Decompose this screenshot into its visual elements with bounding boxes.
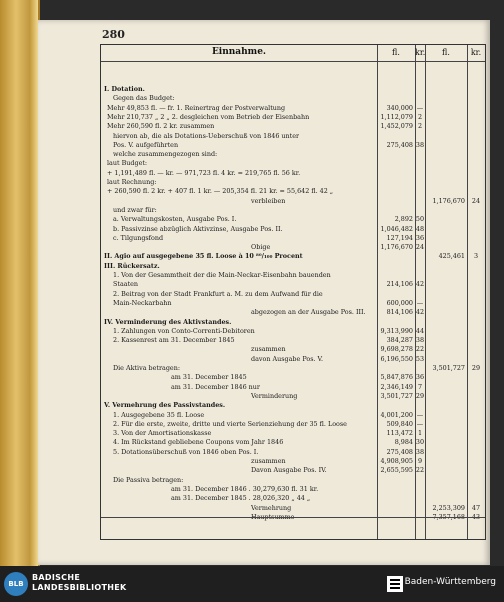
amount-florin: 6,196,550 <box>380 354 413 363</box>
amount-kreuzer: — <box>416 298 424 307</box>
col-header-fl: fl. <box>392 48 400 57</box>
ledger-line-text: Die Passiva betragen: <box>113 475 184 484</box>
ledger-line-text: I. Dotation. <box>104 85 145 93</box>
ledger-line-text: verbleiben <box>251 196 286 205</box>
ledger-line-text: Verminderung <box>251 391 298 400</box>
ledger-line-text: Die Aktiva betragen: <box>113 364 180 372</box>
amount-kreuzer: 36 <box>415 373 425 382</box>
amount-florin: 214,106 <box>386 280 413 289</box>
library-footer <box>0 566 504 602</box>
ledger-line-text: Vermehrung <box>251 503 292 512</box>
amount-florin: 4,908,905 <box>380 457 413 465</box>
amount-kreuzer: 38 <box>415 140 425 149</box>
amount-kreuzer: 50 <box>415 215 425 224</box>
ledger-line-text: 4. Im Rückstand gebliebene Coupons vom Jahr 1846 <box>113 438 284 447</box>
state-name: Baden-Württemberg <box>404 577 496 587</box>
amount-kreuzer: 53 <box>415 354 425 363</box>
amount-kreuzer: 38 <box>415 447 425 456</box>
amount-kreuzer: 36 <box>415 233 425 242</box>
total-florin: 425,461 <box>438 252 465 261</box>
total-florin: 3,501,727 <box>432 364 465 372</box>
ledger-line-text: 2. Beitrag von der Stadt Frankfurt a. M. zu dem Aufwand für die <box>113 289 323 298</box>
amount-florin: 113,472 <box>386 429 413 438</box>
col-header-fl2: fl. <box>442 48 450 57</box>
col-header-kr: kr. <box>415 48 426 57</box>
ledger-line-text: zusammen <box>251 345 286 354</box>
page-number: 280 <box>102 28 125 41</box>
amount-florin: 340,000 <box>386 103 413 112</box>
amount-kreuzer: 42 <box>415 308 425 317</box>
ledger-line-text: Pos. V. aufgeführten <box>113 140 179 149</box>
heading-rule <box>101 61 485 62</box>
ledger-line-text: + 260,590 fl. 2 kr. + 407 fl. 1 kr. — 205,354 fl. 21 kr. = 55,642 fl. 42 „ <box>107 187 334 196</box>
ledger-line-text: Staaten <box>113 280 139 289</box>
ledger-line-text: 1. Ausgegebene 35 fl. Loose <box>113 410 205 419</box>
amount-florin: 9,698,278 <box>380 345 413 354</box>
amount-kreuzer: 24 <box>415 243 425 252</box>
total-rule <box>101 517 485 518</box>
amount-kreuzer: 42 <box>415 280 425 289</box>
ledger-line-text: + 1,191,489 fl. — kr. — 971,723 fl. 4 kr. = 219,765 fl. 56 kr. <box>107 168 301 177</box>
ledger-line-text: a. Verwaltungskosten, Ausgabe Pos. I. <box>113 215 237 224</box>
amount-kreuzer: 22 <box>415 345 425 354</box>
ledger-line-text: laut Rechnung: <box>107 178 157 186</box>
col-header-kr2: kr. <box>470 48 482 57</box>
ledger-line-text: zusammen <box>251 457 286 465</box>
ledger-line-text: 1. Zahlungen von Conto-Correnti-Debitoren <box>113 326 255 335</box>
amount-florin: 2,346,149 <box>380 382 413 391</box>
amount-florin: 4,001,200 <box>380 410 413 419</box>
amount-kreuzer: 2 <box>417 122 423 131</box>
ledger-line-text: am 31. December 1846 . 30,279,630 fl. 31 kr. <box>171 484 319 493</box>
amount-kreuzer: 30 <box>415 438 425 447</box>
amount-florin: 384,287 <box>386 336 413 345</box>
ledger-line-text: Davon Ausgabe Pos. IV. <box>251 466 327 475</box>
ledger-line-text: welche zusammengezogen sind: <box>113 150 218 159</box>
ledger-line-text: 1. Von der Gesammtheit der die Main-Neckar-Eisenbahn bauenden <box>113 271 331 279</box>
ledger-line-text: 2. Kassenrest am 31. December 1845 <box>113 336 235 345</box>
ledger-line-text: Obige <box>251 243 271 252</box>
amount-florin: 127,194 <box>386 233 413 242</box>
amount-kreuzer: — <box>416 419 424 428</box>
ledger-line-text: V. Vermehrung des Passivstandes. <box>104 401 226 410</box>
amount-florin: 9,313,990 <box>380 326 413 335</box>
ledger-line-text: c. Tilgungsfond <box>113 233 164 242</box>
coat-of-arms-icon <box>386 575 404 593</box>
amount-kreuzer: — <box>416 103 424 112</box>
ledger-line-text: b. Passivzinse abzüglich Aktivzinse, Ausgabe Pos. II. <box>113 224 283 233</box>
ledger-line-text: Hauptsumme <box>251 512 295 521</box>
amount-kreuzer: — <box>416 410 424 419</box>
ledger-line-text: II. Agio auf ausgegebene 35 fl. Loose à 10 ⁸⁰/₁₀₀ Procent <box>104 252 303 261</box>
ledger-line-text: Mehr 260,590 fl. 2 kr. zusammen <box>107 122 215 131</box>
library-name-line1: BADISCHE <box>32 573 81 582</box>
ledger-line-text: am 31. December 1846 nur <box>171 382 260 391</box>
amount-kreuzer: 2 <box>417 112 423 121</box>
ledger-line-text: Mehr 49,853 fl. — fr. 1. Reinertrag der Postverwaltung <box>107 103 286 112</box>
amount-florin: 1,452,079 <box>380 122 413 131</box>
amount-florin: 3,501,727 <box>380 391 413 400</box>
ledger-line-text: davon Ausgabe Pos. V. <box>251 354 324 363</box>
col-divider-fl2 <box>425 45 426 539</box>
library-name-line2: LANDESBIBLIOTHEK <box>32 583 127 592</box>
amount-florin: 814,106 <box>386 308 413 317</box>
total-florin: 7,357,168 <box>432 512 465 521</box>
ledger-line-text: laut Budget: <box>107 159 148 168</box>
ledger-page <box>38 20 490 565</box>
ledger-line-text: und zwar für: <box>113 205 157 214</box>
amount-kreuzer: 22 <box>415 466 425 475</box>
ledger-line-text: hiervon ab, die als Dotations-Ueberschuß von 1846 unter <box>113 131 300 140</box>
amount-florin: 5,847,876 <box>380 373 413 382</box>
amount-kreuzer: 29 <box>415 391 425 400</box>
total-kreuzer: 3 <box>473 252 479 261</box>
ledger-line-text: 5. Dotationsüberschuß von 1846 oben Pos. I. <box>113 447 259 456</box>
ledger-line-text: abgezogen an der Ausgabe Pos. III. <box>251 308 366 317</box>
amount-florin: 2,892 <box>394 215 413 224</box>
amount-florin: 8,984 <box>394 438 413 447</box>
ledger-line-text: Main-Neckarbahn <box>113 298 172 307</box>
total-kreuzer: 29 <box>471 364 481 372</box>
library-name <box>32 573 127 593</box>
ledger-line-text: III. Rückersatz. <box>104 261 160 270</box>
ledger-line-text: Mehr 210,737 „ 2 „ 2. desgleichen vom Betrieb der Eisenbahn <box>107 112 310 121</box>
col-divider-kr2 <box>467 45 468 539</box>
page-edges <box>30 0 38 566</box>
amount-kreuzer: 48 <box>415 224 425 233</box>
amount-florin: 1,046,482 <box>380 224 413 233</box>
total-kreuzer: 43 <box>471 512 481 521</box>
total-florin: 2,253,309 <box>432 503 465 512</box>
amount-kreuzer: 44 <box>415 326 425 335</box>
ledger-line-text: am 31. December 1845 . 28,026,320 „ 44 „ <box>171 494 311 503</box>
amount-florin: 275,408 <box>386 140 413 149</box>
blb-logo-icon: BLB <box>4 572 28 596</box>
table-heading: Einnahme. <box>211 47 267 57</box>
total-florin: 1,176,670 <box>432 196 465 205</box>
amount-florin: 275,408 <box>386 447 413 456</box>
amount-florin: 2,655,595 <box>380 466 413 475</box>
amount-kreuzer: 7 <box>417 382 423 391</box>
ledger-table <box>100 44 486 540</box>
ledger-line-text: Gegen das Budget: <box>113 94 175 103</box>
amount-florin: 1,112,079 <box>380 112 413 121</box>
amount-florin: 600,000 <box>386 298 413 307</box>
amount-florin: 1,176,670 <box>380 243 413 252</box>
amount-florin: 509,840 <box>386 419 413 428</box>
amount-kreuzer: 38 <box>415 336 425 345</box>
ledger-line-text: 3. Von der Amortisationskasse <box>113 429 212 438</box>
total-kreuzer: 47 <box>471 503 481 512</box>
ledger-line-text: IV. Verminderung des Aktivstandes. <box>104 317 232 326</box>
amount-kreuzer: 1 <box>417 429 423 438</box>
amount-kreuzer: 9 <box>417 457 423 465</box>
ledger-line-text: 2. Für die erste, zweite, dritte und vierte Serienziehung der 35 fl. Loose <box>113 419 347 428</box>
ledger-line-text: am 31. December 1845 <box>171 373 247 382</box>
total-kreuzer: 24 <box>471 196 481 205</box>
